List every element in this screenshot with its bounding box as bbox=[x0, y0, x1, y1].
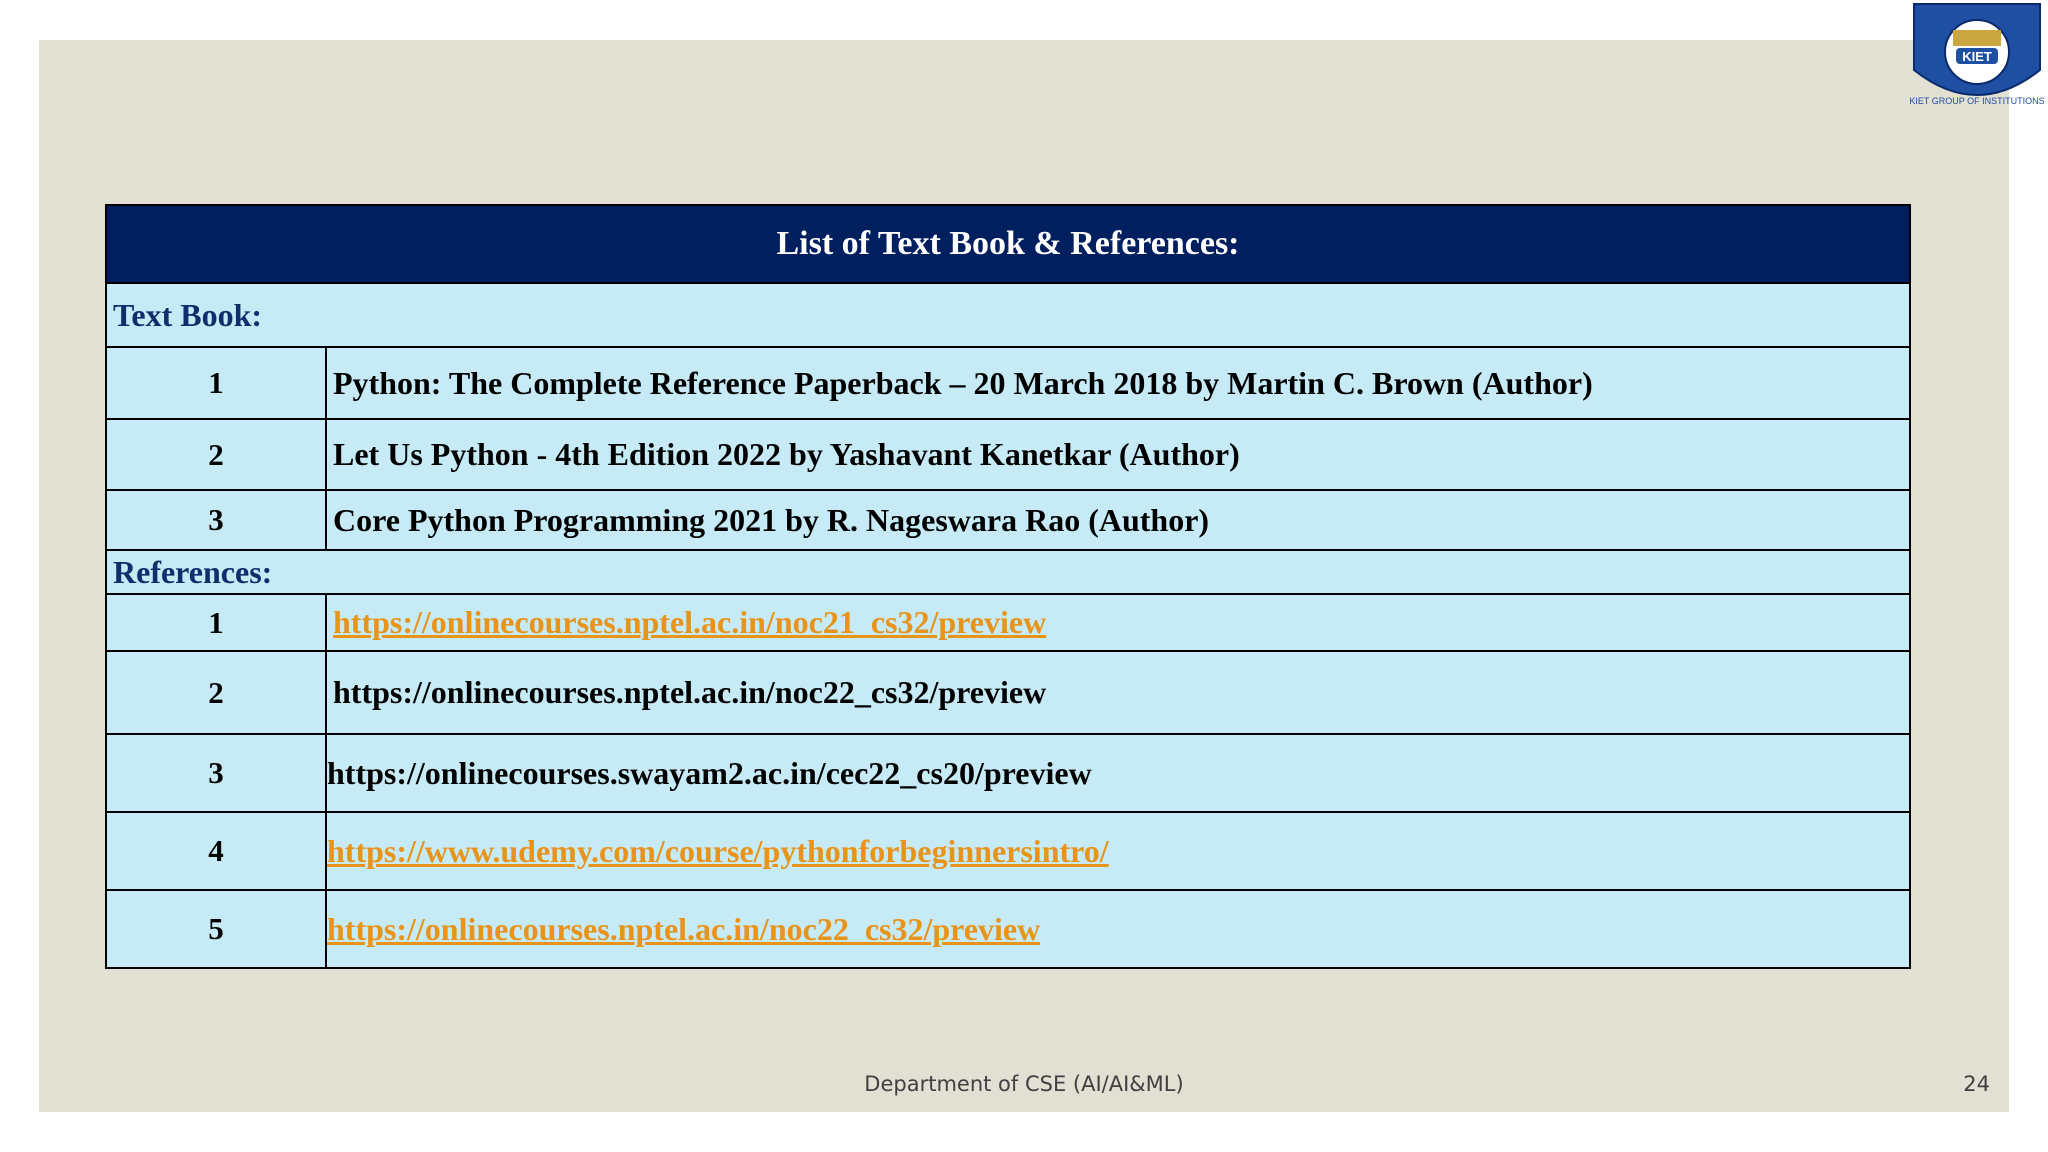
reference-link[interactable]: https://onlinecourses.nptel.ac.in/noc22_cs32/preview bbox=[327, 910, 1041, 947]
reference-link[interactable]: https://www.udemy.com/course/pythonforbeginnersintro/ bbox=[327, 832, 1109, 869]
textbook-section-row bbox=[106, 283, 1910, 347]
row-number: 1 bbox=[106, 594, 326, 651]
row-number: 2 bbox=[106, 419, 326, 490]
row-number: 2 bbox=[106, 651, 326, 734]
kiet-logo bbox=[1906, 0, 2048, 112]
reference-cell bbox=[326, 812, 1910, 890]
table-row bbox=[106, 890, 1910, 968]
textbook-entry: Let Us Python - 4th Edition 2022 by Yashavant Kanetkar (Author) bbox=[326, 419, 1910, 490]
references-section-label: References: bbox=[106, 550, 1910, 594]
row-number: 5 bbox=[106, 890, 326, 968]
row-number: 4 bbox=[106, 812, 326, 890]
table-row bbox=[106, 812, 1910, 890]
reference-text: https://onlinecourses.nptel.ac.in/noc22_cs32/preview bbox=[326, 651, 1910, 734]
references-table bbox=[105, 204, 1911, 969]
textbook-entry: Python: The Complete Reference Paperback – 20 March 2018 by Martin C. Brown (Author) bbox=[326, 347, 1910, 419]
reference-cell bbox=[326, 890, 1910, 968]
logo-name: KIET GROUP OF INSTITUTIONS bbox=[1909, 96, 2045, 106]
row-number: 3 bbox=[106, 734, 326, 812]
table-row bbox=[106, 734, 1910, 812]
reference-cell bbox=[326, 594, 1910, 651]
reference-link[interactable]: https://onlinecourses.nptel.ac.in/noc21_cs32/preview bbox=[333, 604, 1047, 640]
table-row bbox=[106, 347, 1910, 419]
logo-abbr: KIET bbox=[1962, 49, 1992, 64]
table-header-row bbox=[106, 205, 1910, 283]
footer-department: Department of CSE (AI/AI&ML) bbox=[864, 1072, 1184, 1096]
page-number: 24 bbox=[1963, 1072, 1990, 1096]
reference-text: https://onlinecourses.swayam2.ac.in/cec22_cs20/preview bbox=[326, 734, 1910, 812]
textbook-section-label: Text Book: bbox=[106, 283, 1910, 347]
table-row bbox=[106, 594, 1910, 651]
row-number: 1 bbox=[106, 347, 326, 419]
table-row bbox=[106, 651, 1910, 734]
table-row bbox=[106, 490, 1910, 550]
textbook-entry: Core Python Programming 2021 by R. Nageswara Rao (Author) bbox=[326, 490, 1910, 550]
table-title: List of Text Book & References: bbox=[106, 205, 1910, 283]
table-row bbox=[106, 419, 1910, 490]
row-number: 3 bbox=[106, 490, 326, 550]
references-section-row bbox=[106, 550, 1910, 594]
